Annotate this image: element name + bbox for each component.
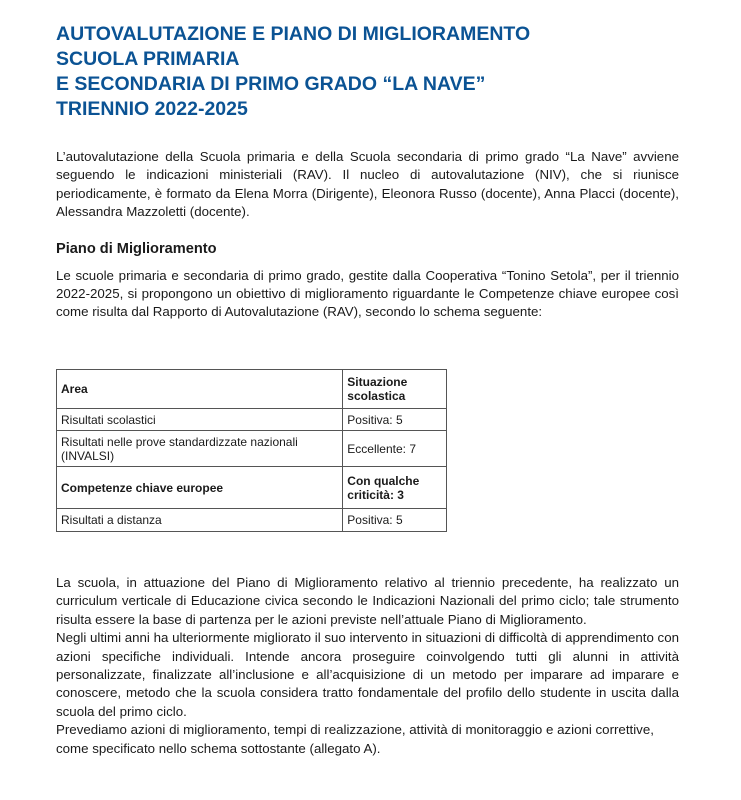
closing-paragraph: Negli ultimi anni ha ulteriormente migliorato il suo intervento in situazioni di difficoltà di apprendimento con azioni specifiche individuali. Intende ancora proseguire coinvolgendo tutti gli alunni in attività personalizzate, finalizzate all’inclusione e all’acquisizione di un metodo per imparare ad imparare e conoscere, metodo che la scuola considera tratto fondamentale del profilo dello studente in uscita dalla scuola del primo ciclo.	[56, 630, 679, 719]
table-cell-situazione: Eccellente: 7	[343, 431, 447, 467]
table-cell-area: Competenze chiave europee	[57, 467, 343, 509]
title-line: AUTOVALUTAZIONE E PIANO DI MIGLIORAMENTO	[56, 23, 531, 45]
document-title	[56, 22, 679, 122]
table-header-row	[57, 370, 447, 409]
piano-paragraph: Le scuole primaria e secondaria di primo grado, gestite dalla Cooperativa “Tonino Setola”, per il triennio 2022-2025, si propongono un obiettivo di miglioramento riguardante le Competenze chiave europee così come risulta dal Rapporto di Autovalutazione (RAV), secondo lo schema seguente:	[56, 267, 679, 320]
table-row-highlighted	[57, 467, 447, 509]
intro-paragraph: L’autovalutazione della Scuola primaria e della Scuola secondaria di primo grado “La Nave” avviene seguendo le indicazioni ministeriali (RAV). Il nucleo di autovalutazione (NIV), che si riunisce periodicamente, è formato da Elena Morra (Dirigente), Eleonora Russo (docente), Anna Placci (docente), Alessandra Mazzoletti (docente).	[56, 149, 679, 220]
title-line: TRIENNIO 2022-2025	[56, 98, 248, 120]
table-header-area: Area	[57, 370, 343, 409]
table-cell-situazione: Positiva: 5	[343, 509, 447, 532]
title-line: SCUOLA PRIMARIA	[56, 48, 240, 70]
closing-section	[56, 574, 679, 758]
closing-paragraph: Prevediamo azioni di miglioramento, tempi di realizzazione, attività di monitoraggio e azioni correttive, come specificato nello schema sottostante (allegato A).	[56, 722, 654, 756]
table-cell-situazione: Positiva: 5	[343, 409, 447, 431]
table-cell-area: Risultati nelle prove standardizzate nazionali (INVALSI)	[57, 431, 343, 467]
rav-table	[56, 369, 447, 532]
document-page	[56, 22, 679, 322]
table-header-situazione: Situazione scolastica	[343, 370, 447, 409]
table-cell-area: Risultati a distanza	[57, 509, 343, 532]
table-row	[57, 409, 447, 431]
table-row	[57, 509, 447, 532]
table-row	[57, 431, 447, 467]
closing-paragraph: La scuola, in attuazione del Piano di Miglioramento relativo al triennio precedente, ha realizzato un curriculum verticale di Educazione civica secondo le Indicazioni Nazionali del primo ciclo; tale strumento risulta essere la base di partenza per le azioni previste nell’attuale Piano di Miglioramento.	[56, 575, 679, 627]
table-cell-situazione: Con qualche criticità: 3	[343, 467, 447, 509]
title-line: E SECONDARIA DI PRIMO GRADO “LA NAVE”	[56, 73, 486, 95]
section-heading: Piano di Miglioramento	[56, 240, 217, 257]
table-cell-area: Risultati scolastici	[57, 409, 343, 431]
